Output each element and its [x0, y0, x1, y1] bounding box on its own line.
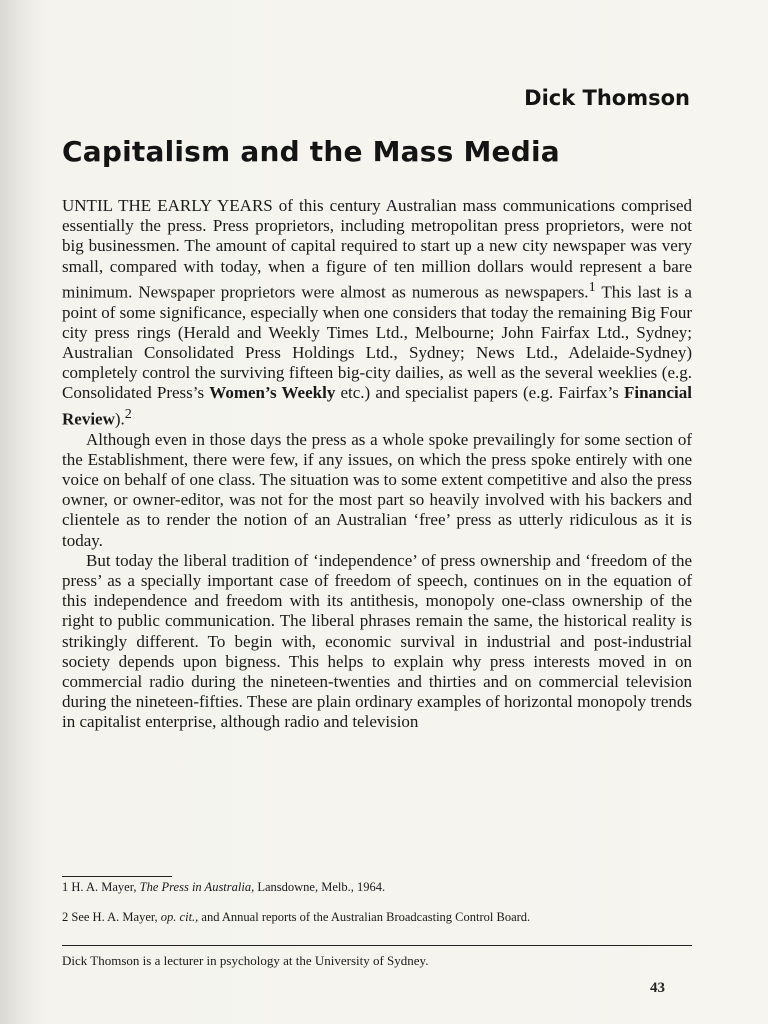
footnote-ref-2[interactable]: 2	[124, 405, 132, 422]
paragraph-2: Although even in those days the press as a whole spoke prevailingly for some section of the Establishment, there were few, if any issues, on which the press spoke entirely with one voice on behalf of one class. The situation was to some extent competitive and also the press owner, or owner-editor, was not for the most part so heavily involved with his backers and clientele as to render the notion of an Australian ‘free’ press as utterly ridiculous as it is today.	[62, 429, 692, 550]
publication-title: Financial Review	[62, 383, 692, 429]
paragraph-1: UNTIL THE EARLY YEARS of this century Australian mass communications comprised essentially the press. Press proprietors, including metropolitan press proprietors, were not big businessmen. The amount of capital required to start up a new city newspaper was very small, compared with today, when a figure of ten million dollars would represent a bare minimum. Newspaper proprietors were almost as numerous as newspapers.$^1$ This last is a point of some significance, especially when one considers that today the remaining Big Four city press rings (Herald and Weekly Times Ltd., Melbourne; John Fairfax Ltd., Sydney; Australian Consolidated Press Holdings Ltd., Sydney; News Ltd., Adelaide-Sydney) completely control the surviving fifteen big-city dailies, as well as the several weeklies (e.g. Consolidated Press’s Women’s Weekly etc.) and specialist papers (e.g. Fairfax’s Financial Review).$^2$	[62, 196, 692, 429]
author-name: Dick Thomson	[524, 86, 690, 110]
footnote-ref-1[interactable]: 1	[588, 278, 596, 295]
page-number: 43	[650, 980, 665, 996]
publication-title: Women’s Weekly	[209, 383, 336, 403]
article-body	[62, 196, 692, 733]
footnote-1: 1 H. A. Mayer, The Press in Australia, Lansdowne, Melb., 1964.	[62, 880, 386, 894]
paragraph-3: But today the liberal tradition of ‘independence’ of press ownership and ‘freedom of the press’ as a specially important case of freedom of speech, continues on in the equation of this independence and freedom with its antithesis, monopoly one-class ownership of the right to public communication. The liberal phrases remain the same, the historical reality is strikingly different. To begin with, economic survival in industrial and post-industrial society depends upon bigness. This helps to explain why press interests moved in on commercial radio during the nineteen-twenties and thirties and on commercial television during the nineteen-fifties. These are plain ordinary examples of horizontal monopoly trends in capitalist enterprise, although radio and television	[62, 550, 692, 732]
article-title: Capitalism and the Mass Media	[62, 135, 560, 168]
footnote-2: 2 See H. A. Mayer, op. cit., and Annual reports of the Australian Broadcasting Control Board.	[62, 910, 531, 924]
bio-rule	[62, 945, 692, 946]
author-bio: Dick Thomson is a lecturer in psychology at the University of Sydney.	[62, 953, 429, 968]
footnote-rule	[62, 876, 172, 877]
